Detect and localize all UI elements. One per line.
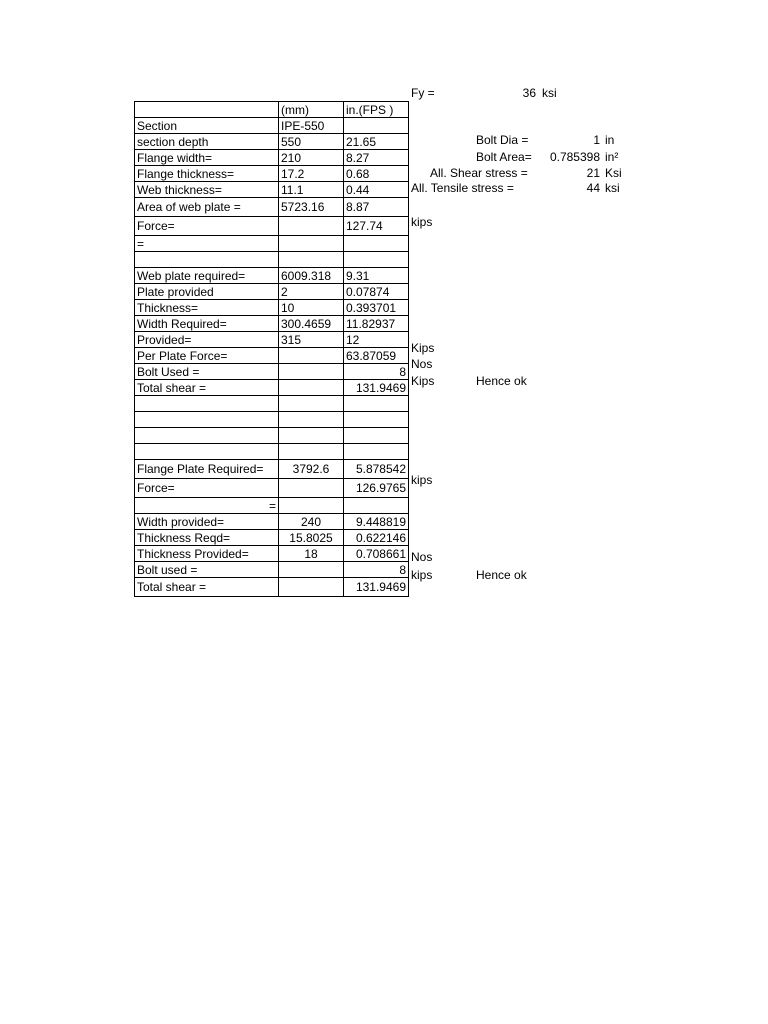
mm-cell[interactable]: 315 [279, 332, 344, 348]
shear-stress-label: All. Shear stress = [430, 166, 528, 180]
table-row [135, 236, 409, 252]
mm-cell[interactable] [279, 217, 344, 236]
label-cell[interactable]: Bolt Used = [135, 364, 279, 380]
table-row [135, 530, 409, 546]
table-row [135, 562, 409, 578]
table-row [135, 546, 409, 562]
table-row [135, 498, 409, 514]
table-row [135, 252, 409, 268]
mm-cell[interactable] [279, 444, 344, 460]
label-cell[interactable]: Web plate required= [135, 268, 279, 284]
fps-cell[interactable]: 0.44 [344, 182, 409, 198]
mm-cell[interactable]: 3792.6 [279, 460, 344, 479]
fps-cell[interactable] [344, 236, 409, 252]
fps-cell[interactable]: 5.878542 [344, 460, 409, 479]
shear-stress-value: 21 [586, 166, 600, 180]
table-row [135, 364, 409, 380]
label-cell[interactable] [135, 252, 279, 268]
label-cell[interactable]: Area of web plate = [135, 198, 279, 217]
label-cell[interactable]: Thickness Provided= [135, 546, 279, 562]
label-cell[interactable]: = [135, 498, 279, 514]
unit-label: kips [411, 473, 433, 487]
table-row [135, 380, 409, 396]
table-row [135, 444, 409, 460]
header-cell[interactable]: (mm) [279, 102, 344, 118]
table-row [135, 348, 409, 364]
fps-cell[interactable]: 131.9469 [344, 380, 409, 396]
label-cell[interactable]: Total shear = [135, 578, 279, 597]
fps-cell[interactable]: 9.448819 [344, 514, 409, 530]
fy-label: Fy = [411, 86, 435, 100]
table-header-row [135, 102, 409, 118]
table-row [135, 332, 409, 348]
calc-table [134, 101, 409, 597]
label-cell[interactable]: Web thickness= [135, 182, 279, 198]
table-row [135, 316, 409, 332]
mm-cell[interactable]: 15.8025 [279, 530, 344, 546]
unit-label: Nos [411, 550, 433, 564]
fps-cell[interactable]: 131.9469 [344, 578, 409, 597]
label-cell[interactable]: Section [135, 118, 279, 134]
mm-cell[interactable]: 550 [279, 134, 344, 150]
mm-cell[interactable]: 240 [279, 514, 344, 530]
table-row [135, 479, 409, 498]
fps-cell[interactable]: 0.622146 [344, 530, 409, 546]
fps-cell[interactable]: 63.87059 [344, 348, 409, 364]
mm-cell[interactable]: 17.2 [279, 166, 344, 182]
fy-unit: ksi [542, 86, 557, 100]
table-row [135, 268, 409, 284]
fps-cell[interactable] [344, 498, 409, 514]
mm-cell[interactable] [279, 364, 344, 380]
label-cell[interactable]: Thickness Reqd= [135, 530, 279, 546]
bolt-area-value: 0.785398 [549, 150, 600, 164]
fps-cell[interactable] [344, 412, 409, 428]
table-row [135, 198, 409, 217]
table-row [135, 428, 409, 444]
mm-cell[interactable] [279, 498, 344, 514]
table-row [135, 182, 409, 198]
fps-cell[interactable] [344, 252, 409, 268]
label-cell[interactable] [135, 396, 279, 412]
label-cell[interactable]: Width provided= [135, 514, 279, 530]
header-cell[interactable]: in.(FPS ) [344, 102, 409, 118]
bolt-area-unit: in² [605, 150, 619, 164]
label-cell[interactable] [135, 444, 279, 460]
mm-cell[interactable]: 11.1 [279, 182, 344, 198]
label-cell[interactable]: Total shear = [135, 380, 279, 396]
mm-cell[interactable] [279, 396, 344, 412]
fps-cell[interactable]: 11.82937 [344, 316, 409, 332]
table-row [135, 412, 409, 428]
label-cell[interactable]: Provided= [135, 332, 279, 348]
fps-cell[interactable] [344, 118, 409, 134]
tensile-stress-unit: ksi [605, 181, 620, 195]
mm-cell[interactable] [279, 348, 344, 364]
fps-cell[interactable] [344, 444, 409, 460]
table-row [135, 514, 409, 530]
mm-cell[interactable]: 210 [279, 150, 344, 166]
fps-cell[interactable]: 8.27 [344, 150, 409, 166]
mm-cell[interactable] [279, 562, 344, 578]
mm-cell[interactable] [279, 380, 344, 396]
mm-cell[interactable]: 10 [279, 300, 344, 316]
mm-cell[interactable]: IPE-550 [279, 118, 344, 134]
fy-value: 36 [522, 86, 536, 100]
mm-cell[interactable]: 18 [279, 546, 344, 562]
table-row [135, 578, 409, 597]
table-row [135, 134, 409, 150]
label-cell[interactable]: Flange Plate Required= [135, 460, 279, 479]
table-row [135, 300, 409, 316]
table-row [135, 118, 409, 134]
mm-cell[interactable] [279, 412, 344, 428]
table-row [135, 460, 409, 479]
label-cell[interactable]: Flange width= [135, 150, 279, 166]
fps-cell[interactable]: 21.65 [344, 134, 409, 150]
mm-cell[interactable] [279, 479, 344, 498]
label-cell[interactable] [135, 412, 279, 428]
fps-cell[interactable]: 127.74 [344, 217, 409, 236]
shear-stress-unit: Ksi [605, 166, 622, 180]
bolt-dia-unit: in [605, 133, 615, 147]
header-cell[interactable] [135, 102, 279, 118]
result-note: Hence ok [476, 374, 527, 388]
result-note: Hence ok [476, 568, 527, 582]
label-cell[interactable]: Force= [135, 479, 279, 498]
unit-label: kips [411, 568, 433, 582]
mm-cell[interactable]: 5723.16 [279, 198, 344, 217]
mm-cell[interactable]: 2 [279, 284, 344, 300]
label-cell[interactable]: Width Required= [135, 316, 279, 332]
table-row [135, 396, 409, 412]
label-cell[interactable]: = [135, 236, 279, 252]
fps-cell[interactable]: 0.393701 [344, 300, 409, 316]
label-cell[interactable]: Thickness= [135, 300, 279, 316]
mm-cell[interactable]: 6009.318 [279, 268, 344, 284]
label-cell[interactable]: Per Plate Force= [135, 348, 279, 364]
fps-cell[interactable]: 0.708661 [344, 546, 409, 562]
bolt-dia-value: 1 [593, 133, 600, 147]
fps-cell[interactable] [344, 428, 409, 444]
label-cell[interactable] [135, 428, 279, 444]
fps-cell[interactable] [344, 396, 409, 412]
unit-label: kips [411, 215, 433, 229]
label-cell[interactable]: Force= [135, 217, 279, 236]
table-row [135, 284, 409, 300]
label-cell[interactable]: section depth [135, 134, 279, 150]
mm-cell[interactable] [279, 578, 344, 597]
mm-cell[interactable] [279, 252, 344, 268]
label-cell[interactable]: Flange thickness= [135, 166, 279, 182]
mm-cell[interactable]: 300.4659 [279, 316, 344, 332]
bolt-dia-label: Bolt Dia = [476, 133, 529, 147]
table-row [135, 217, 409, 236]
fps-cell[interactable]: 0.07874 [344, 284, 409, 300]
table-row [135, 150, 409, 166]
mm-cell[interactable] [279, 428, 344, 444]
label-cell[interactable]: Plate provided [135, 284, 279, 300]
fps-cell[interactable]: 12 [344, 332, 409, 348]
unit-label: Kips [411, 341, 435, 355]
fps-cell[interactable]: 8 [344, 364, 409, 380]
bolt-area-label: Bolt Area= [476, 150, 532, 164]
unit-label: Nos [411, 357, 433, 371]
unit-label: Kips [411, 374, 435, 388]
mm-cell[interactable] [279, 236, 344, 252]
label-cell[interactable]: Bolt used = [135, 562, 279, 578]
fps-cell[interactable]: 8.87 [344, 198, 409, 217]
fps-cell[interactable]: 126.9765 [344, 479, 409, 498]
table-row [135, 166, 409, 182]
fps-cell[interactable]: 9.31 [344, 268, 409, 284]
fps-cell[interactable]: 8 [344, 562, 409, 578]
tensile-stress-value: 44 [586, 181, 600, 195]
fps-cell[interactable]: 0.68 [344, 166, 409, 182]
tensile-stress-label: All. Tensile stress = [411, 181, 514, 195]
